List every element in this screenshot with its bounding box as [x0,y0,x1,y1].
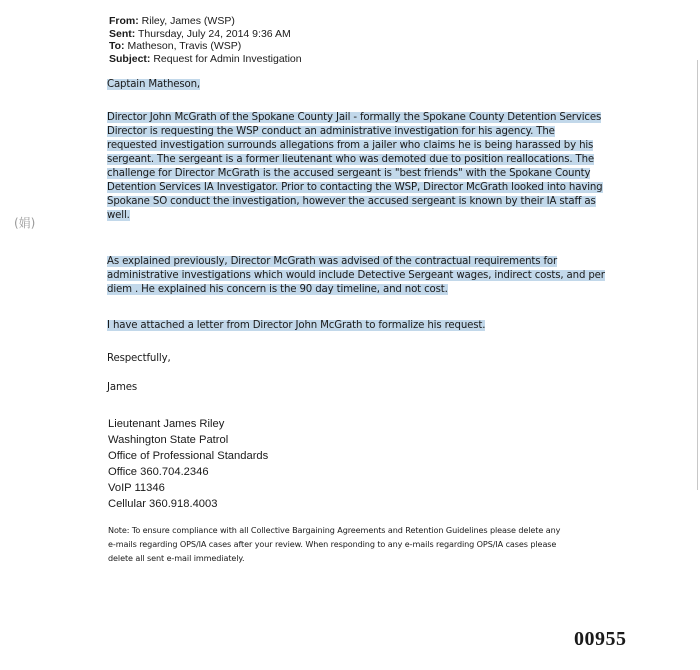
to-label: To: [109,40,125,52]
closing-text: Respectfully, [107,353,171,364]
signature-line: Washington State Patrol [108,434,229,446]
paragraph-2-line: administrative investigations which would include Detective Sergeant wages, indirect costs, and per [107,270,605,281]
paragraph-1-line: challenge for Director McGrath is the accused sergeant is "best friends" with the Spokane County [107,168,591,179]
paragraph-1-line: requested investigation surrounds allegations from a jailer who claims he is being harassed by his [107,140,594,151]
scan-edge-line [697,60,698,490]
signature-line: VoIP 11346 [108,482,165,494]
from-value: Riley, James (WSP) [141,15,235,27]
sign-name [107,381,137,395]
closing [107,352,171,366]
bates-number: 00955 [574,628,627,650]
salutation-text: Captain Matheson, [107,79,201,90]
margin-mark: (娟) [14,216,36,230]
to-row [109,40,302,53]
to-value: Matheson, Travis (WSP) [127,40,242,52]
from-row [109,15,302,28]
email-header [109,15,302,65]
paragraph-1-line: sergeant. The sergeant is a former lieutenant who was demoted due to position reallocations. The [107,154,595,165]
note-line: e-mails regarding OPS/IA cases after your review. When responding to any e-mails regarding OPS/IA cases please [108,539,557,549]
signature-line: Office 360.704.2346 [108,466,209,478]
note-line: Note: To ensure compliance with all Collective Bargaining Agreements and Retention Guidelines please delete any [108,525,561,535]
sent-label: Sent: [109,27,136,40]
from-label: From: [109,15,139,27]
paragraph-1-line: Spokane SO conduct the investigation, however the accused sergeant is known by their IA staff as [107,196,596,207]
sent-value: Thursday, July 24, 2014 9:36 AM [137,27,291,40]
paragraph-1-line: Director John McGrath of the Spokane County Jail - formally the Spokane County Detention Services [107,112,602,123]
retention-note [108,523,608,565]
paragraph-1-line: well. [107,210,130,221]
signature-line: Lieutenant James Riley [108,418,225,430]
subject-value: Request for Admin Investigation [153,52,302,65]
note-line: delete all sent e-mail immediately. [108,553,245,563]
signature-line: Office of Professional Standards [108,450,269,462]
paragraph-2 [107,255,605,297]
paragraph-2-line: diem . He explained his concern is the 90 day timeline, and not cost. [107,284,448,295]
sign-name-text: James [107,382,137,393]
salutation [107,78,200,92]
sent-row [109,28,302,41]
paragraph-1-line: Detention Services IA Investigator. Prior to contacting the WSP, Director McGrath looked into having [107,182,603,193]
paragraph-3-text: I have attached a letter from Director John McGrath to formalize his request. [107,320,486,331]
subject-label: Subject: [109,52,151,65]
paragraph-1-line: Director is requesting the WSP conduct an administrative investigation for his agency. The [107,126,555,137]
subject-row [109,53,302,66]
paragraph-2-line: As explained previously, Director McGrath was advised of the contractual requirements for [107,256,558,267]
signature-block [108,416,268,512]
signature-line: Cellular 360.918.4003 [108,498,218,510]
paragraph-1 [107,111,603,223]
paragraph-3 [107,319,485,333]
